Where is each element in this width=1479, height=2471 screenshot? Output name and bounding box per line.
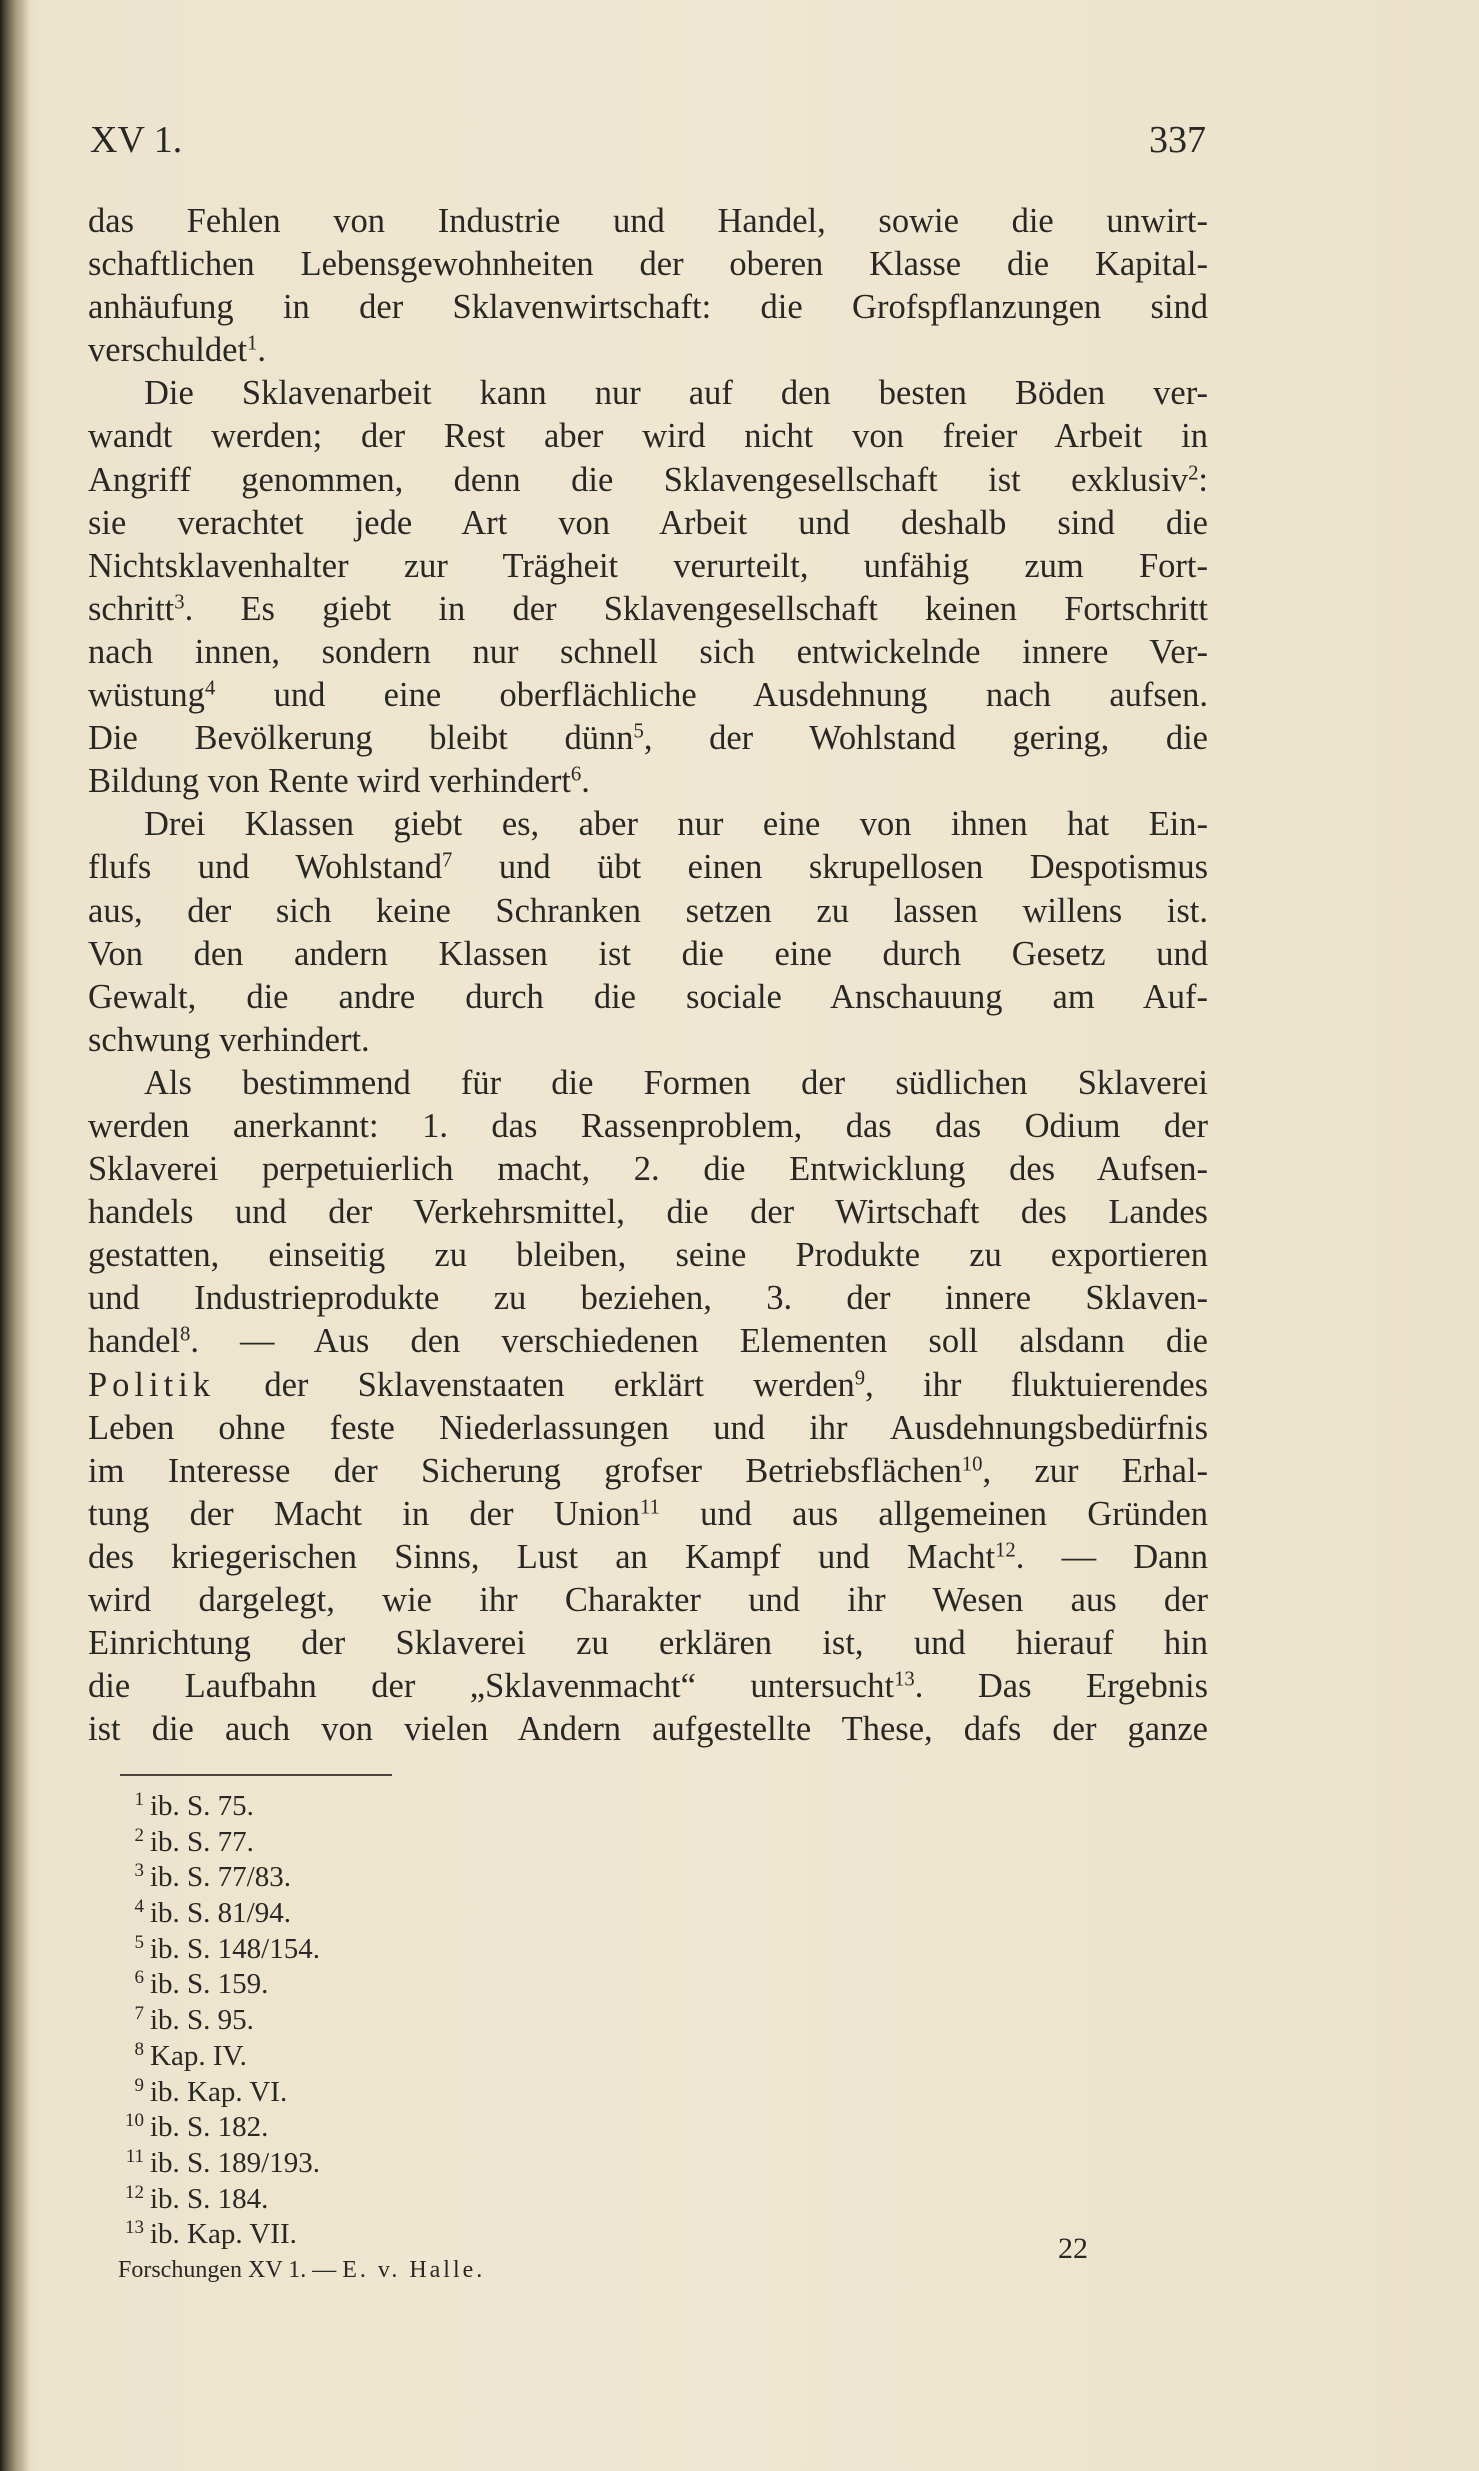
footnote <box>110 2068 710 2108</box>
text-line <box>88 372 1208 415</box>
footnote-ref: 1 <box>247 332 258 355</box>
footnote <box>110 1960 710 2001</box>
binding-shadow <box>0 0 30 2471</box>
text-segment: sie verachtet jede Art von Arbeit und deshalb sind die <box>88 503 1208 542</box>
text-segment: Bildung von Rente wird verhindert <box>88 762 571 801</box>
footnote-ref: 9 <box>854 1367 866 1390</box>
text-line <box>88 588 1208 631</box>
text-segment: verschuldet <box>88 331 248 370</box>
text-segment: . — Aus den verschiedenen Elementen soll alsdann die <box>190 1322 1208 1361</box>
footnote-number: 7 <box>134 2003 144 2025</box>
footnote-text: ib. S. 182. <box>150 2111 269 2144</box>
body-text <box>88 200 1208 1751</box>
footnotes <box>110 1782 710 2251</box>
text-line <box>88 1148 1208 1191</box>
text-line <box>88 1062 1208 1105</box>
footnote-text: ib. S. 189/193. <box>150 2146 320 2179</box>
text-segment: Die Bevölkerung bleibt dünn <box>88 719 634 758</box>
text-segment: wandt werden; der Rest aber wird nicht von freier Arbeit in <box>88 417 1208 456</box>
text-segment: Von den andern Klassen ist die eine durch Gesetz und <box>88 934 1208 973</box>
text-line <box>88 502 1208 545</box>
text-segment: nach innen, sondern nur schnell sich entwickelnde innere Ver- <box>88 632 1208 671</box>
text-line <box>88 760 1208 803</box>
text-segment: Sklaverei perpetuierlich macht, 2. die Entwicklung des Aufsen- <box>88 1150 1208 1189</box>
footnote-number: 6 <box>134 1967 144 1989</box>
footnote-text: ib. S. 95. <box>150 2004 254 2037</box>
footnote <box>110 2139 710 2179</box>
text-segment: , der Wohlstand gering, die <box>643 719 1208 758</box>
footnote-number: 8 <box>134 2038 144 2060</box>
text-segment: schaftlichen Lebensgewohnheiten der oberen Klasse die Kapital- <box>88 245 1208 284</box>
text-line <box>88 545 1208 588</box>
sheet-number: 22 <box>1058 2232 1088 2265</box>
author-name: E. v. Halle. <box>342 2257 486 2283</box>
footnote-text: Kap. IV. <box>150 2039 247 2072</box>
footnote-number: 1 <box>134 1789 144 1810</box>
footnote-number: 3 <box>134 1860 144 1882</box>
footnote-text: ib. S. 81/94. <box>150 1897 291 1930</box>
text-line <box>88 1019 1208 1062</box>
footnote-ref: 5 <box>633 720 644 743</box>
footnote-ref: 6 <box>570 763 582 786</box>
text-line <box>88 415 1208 458</box>
text-line <box>88 717 1208 760</box>
text-line <box>88 1536 1208 1579</box>
text-line <box>88 1364 1208 1407</box>
footnote-text: ib. S. 77/83. <box>150 1861 291 1894</box>
text-segment: und übt einen skrupellosen Despotismus <box>452 848 1208 887</box>
footnote-text: ib. S. 77. <box>150 1825 254 1858</box>
text-segment: aus, der sich keine Schranken setzen zu lassen willens ist. <box>88 891 1208 930</box>
footnote-number: 12 <box>125 2181 144 2203</box>
footnote-number: 4 <box>134 1896 144 1918</box>
text-segment: . Das Ergebnis <box>914 1667 1209 1706</box>
volume-label: XV 1. <box>90 119 183 161</box>
footnote-text: ib. Kap. VII. <box>150 2218 297 2251</box>
text-line <box>88 1277 1208 1320</box>
text-line <box>88 1320 1208 1363</box>
footnote-text: ib. S. 159. <box>150 1968 269 2001</box>
text-segment: . <box>257 331 266 370</box>
footnote-ref: 2 <box>1188 462 1199 485</box>
footnote <box>110 1996 710 2037</box>
footnote <box>110 1853 710 1894</box>
text-segment: : <box>1198 460 1208 499</box>
footnote-ref: 13 <box>894 1668 915 1691</box>
footnote-ref: 8 <box>179 1324 191 1347</box>
footnote-text: ib. S. 184. <box>150 2182 269 2215</box>
text-line <box>88 1708 1208 1751</box>
text-line <box>88 1579 1208 1622</box>
text-line <box>88 933 1208 976</box>
footnote <box>110 1925 710 1965</box>
footnote-ref: 3 <box>174 591 185 614</box>
text-segment: und eine oberflächliche Ausdehnung nach aufsen. <box>215 676 1208 715</box>
text-line <box>88 890 1208 933</box>
text-line <box>88 631 1208 674</box>
text-segment: werden anerkannt: 1. das Rassenproblem, das das Odium der <box>88 1106 1208 1145</box>
text-segment: wird dargelegt, wie ihr Charakter und ihr Wesen aus der <box>88 1581 1208 1619</box>
text-line <box>88 1665 1208 1708</box>
text-segment: handels und der Verkehrsmittel, die der Wirtschaft des Landes <box>88 1193 1208 1232</box>
text-segment: Angriff genommen, denn die Sklavengesellschaft ist exklusiv <box>88 460 1189 499</box>
text-line <box>88 286 1208 329</box>
text-segment: . <box>581 762 590 801</box>
text-line <box>88 803 1208 846</box>
footnote-number: 13 <box>125 2217 144 2239</box>
text-line <box>88 846 1208 889</box>
text-segment: die Laufbahn der „Sklavenmacht“ untersucht <box>88 1667 895 1706</box>
text-segment: Gewalt, die andre durch die sociale Anschauung am Auf- <box>88 977 1208 1016</box>
text-segment: das Fehlen von Industrie und Handel, sowie die unwirt- <box>88 202 1208 240</box>
text-segment: Die Sklavenarbeit kann nur auf den besten Böden ver- <box>144 374 1208 413</box>
text-line <box>88 674 1208 717</box>
series-label: Forschungen XV 1. — <box>118 2257 337 2283</box>
text-segment: Als bestimmend für die Formen der südlichen Sklaverei <box>144 1063 1208 1102</box>
text-segment: , ihr fluktuierendes <box>865 1365 1208 1404</box>
footnote <box>110 2175 710 2215</box>
text-line <box>88 459 1208 502</box>
running-head <box>90 118 1206 168</box>
text-segment: der Sklavenstaaten erklärt werden <box>215 1365 855 1404</box>
text-segment: flufs und Wohlstand <box>88 848 443 887</box>
text-line <box>88 243 1208 286</box>
text-segment: schritt <box>88 589 175 628</box>
footnote-number: 11 <box>125 2145 144 2167</box>
text-segment: . Es giebt in der Sklavengesellschaft keinen Fortschritt <box>184 589 1208 628</box>
text-segment: , zur Erhal- <box>982 1451 1208 1490</box>
footnote-ref: 11 <box>639 1496 660 1519</box>
text-segment: gestatten, einseitig zu bleiben, seine Produkte zu exportieren <box>88 1236 1208 1275</box>
signature-line <box>118 2257 485 2284</box>
text-line <box>88 200 1208 243</box>
text-line <box>88 976 1208 1019</box>
footnote-text: ib. S. 148/154. <box>150 1932 320 1965</box>
text-line <box>88 329 1208 372</box>
footnote-number: 2 <box>134 1824 144 1846</box>
text-segment: im Interesse der Sicherung grofser Betriebsflächen <box>88 1451 962 1490</box>
text-segment: anhäufung in der Sklavenwirtschaft: die Grofspflanzungen sind <box>88 288 1208 327</box>
text-segment: Leben ohne feste Niederlassungen und ihr Ausdehnungsbedürfnis <box>88 1408 1208 1447</box>
page-number: 337 <box>1149 119 1206 161</box>
footnote-ref: 12 <box>995 1539 1016 1562</box>
footnote-number: 5 <box>134 1931 144 1953</box>
text-segment: tung der Macht in der Union <box>88 1494 640 1533</box>
footnote <box>110 2103 710 2144</box>
footnote <box>110 2210 710 2251</box>
footnote <box>110 2032 710 2072</box>
text-segment: Nichtsklavenhalter zur Trägheit verurteilt, unfähig zum Fort- <box>88 546 1208 585</box>
footnote-number: 10 <box>125 2110 144 2132</box>
footnote <box>110 1889 710 1930</box>
text-line <box>88 1191 1208 1234</box>
footnote-text: ib. Kap. VI. <box>150 2075 288 2108</box>
footnote-rule <box>120 1774 392 1776</box>
footnote-ref: 10 <box>961 1453 983 1476</box>
text-segment: handel <box>88 1322 180 1361</box>
text-segment: ist die auch von vielen Andern aufgestellte These, dafs der ganze <box>88 1710 1208 1749</box>
text-segment: schwung verhindert. <box>88 1020 370 1059</box>
text-segment: des kriegerischen Sinns, Lust an Kampf und Macht <box>88 1537 996 1576</box>
footnote-ref: 4 <box>204 677 216 700</box>
text-segment: und aus allgemeinen Gründen <box>659 1494 1209 1533</box>
text-line <box>88 1622 1208 1665</box>
text-line <box>88 1407 1208 1450</box>
footnote-number: 9 <box>134 2074 144 2096</box>
text-segment: . — Dann <box>1015 1537 1208 1576</box>
text-line <box>88 1493 1208 1536</box>
text-segment: Politik <box>88 1365 216 1404</box>
footnote <box>110 1782 710 1822</box>
text-segment: Drei Klassen giebt es, aber nur eine von ihnen hat Ein- <box>144 805 1208 844</box>
text-segment: wüstung <box>88 676 205 715</box>
text-segment: Einrichtung der Sklaverei zu erklären ist, und hierauf hin <box>88 1624 1208 1663</box>
text-line <box>88 1234 1208 1277</box>
text-line <box>88 1450 1208 1493</box>
footnote-ref: 7 <box>442 850 453 873</box>
text-segment: und Industrieprodukte zu beziehen, 3. der innere Sklaven- <box>88 1279 1208 1318</box>
footnote <box>110 1818 710 1858</box>
text-line <box>88 1105 1208 1148</box>
footnote-text: ib. S. 75. <box>150 1790 254 1822</box>
